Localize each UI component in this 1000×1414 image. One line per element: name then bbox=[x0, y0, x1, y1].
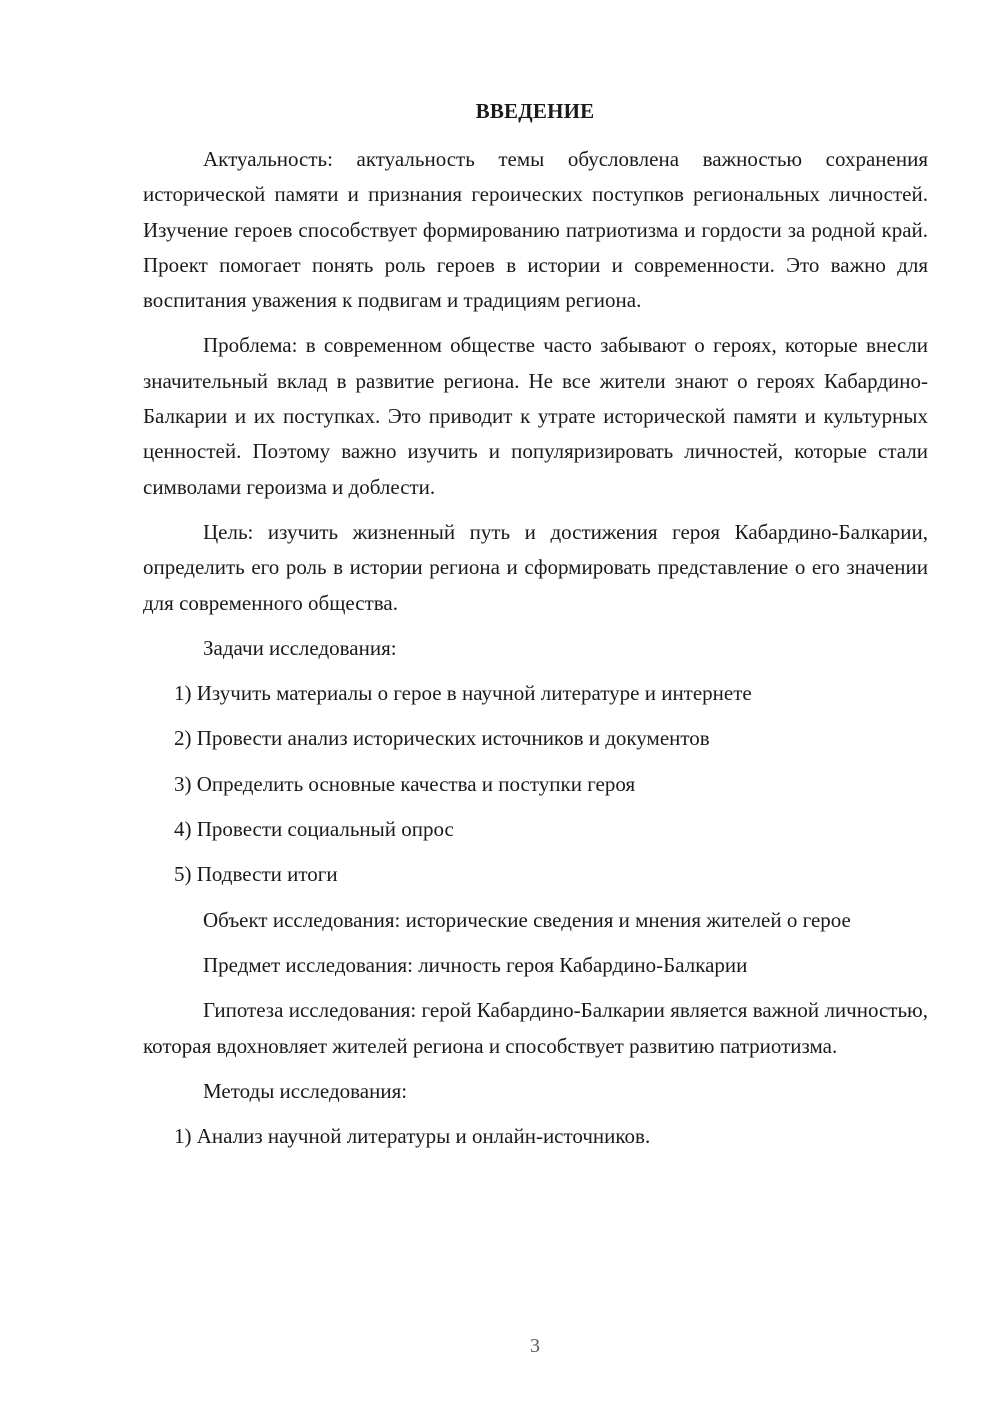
page-number: 3 bbox=[530, 1335, 540, 1357]
tasks-heading: Задачи исследования: bbox=[203, 635, 397, 660]
method-item-1: 1) Анализ научной литературы и онлайн-источников. bbox=[174, 1124, 651, 1149]
task-item-3: 3) Определить основные качества и поступки героя bbox=[174, 771, 636, 796]
task-item-2: 2) Провести анализ исторических источников и документов bbox=[174, 726, 710, 751]
methods-heading: Методы исследования: bbox=[203, 1078, 408, 1103]
task-item-4: 4) Провести социальный опрос bbox=[174, 817, 454, 842]
body-text bbox=[143, 142, 928, 1164]
goal-paragraph: Цель: изучить жизненный путь и достижения героя Кабардино-Балкарии, определить его роль в истории региона и сформировать представление о его значении для современного общества. bbox=[143, 519, 928, 615]
relevance-paragraph: Актуальность: актуальность темы обусловлена важностью сохранения исторической памяти и признания героических поступков региональных личностей. Изучение героев способствует формированию патриотизма и гордости за родной край. Проект помогает понять роль героев в истории и современности. Это важно для воспитания уважения к подвигам и традициям региона. bbox=[143, 147, 928, 313]
subject-paragraph: Предмет исследования: личность героя Кабардино-Балкарии bbox=[203, 952, 748, 977]
object-paragraph: Объект исследования: исторические сведения и мнения жителей о герое bbox=[203, 907, 851, 932]
hypothesis-paragraph: Гипотеза исследования: герой Кабардино-Балкарии является важной личностью, которая вдохновляет жителей региона и способствует развитию патриотизма. bbox=[143, 998, 928, 1058]
section-title: ВВЕДЕНИЕ bbox=[475, 99, 595, 123]
task-item-5: 5) Подвести итоги bbox=[174, 862, 338, 887]
problem-paragraph: Проблема: в современном обществе часто забывают о героях, которые внесли значительный вклад в развитие региона. Не все жители знают о героях Кабардино-Балкарии и их поступках. Это приводит к утрате исторической памяти и культурных ценностей. Поэтому важно изучить и популяризировать личностей, которые стали символами героизма и доблести. bbox=[143, 333, 928, 499]
task-item-1: 1) Изучить материалы о герое в научной литературе и интернете bbox=[174, 681, 752, 706]
